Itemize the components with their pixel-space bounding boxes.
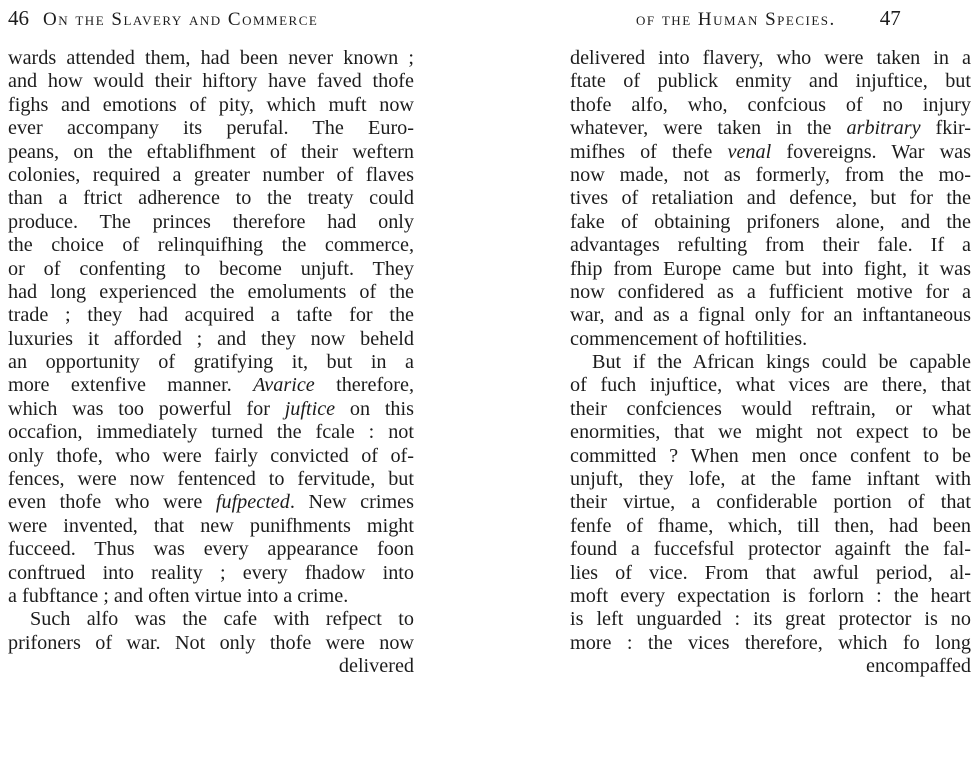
text-line: committed ? When men once confent to be <box>570 444 971 467</box>
text-line: unjuft, they lofe, at the fame inftant with <box>570 468 971 491</box>
line-text-post: on this <box>335 397 414 420</box>
text-line: war, and as a fignal only for an inftantaneous <box>570 304 971 327</box>
text-line: and how would their hiftory have faved thofe <box>8 70 414 93</box>
left-page <box>0 0 470 757</box>
text-line <box>8 374 414 397</box>
right-page <box>490 0 980 757</box>
left-page-number: 46 <box>8 6 29 30</box>
text-line: the choice of relinquifhing the commerce, <box>8 234 414 257</box>
text-line: had long experienced the emoluments of the <box>8 280 414 303</box>
text-line: their virtue, a confiderable portion of that <box>570 491 971 514</box>
text-line: commencement of hoftilities. <box>570 327 808 350</box>
italic-word: juftice <box>284 397 336 420</box>
text-line: occafion, immediately turned the fcale : not <box>8 421 414 444</box>
line-text-pre: whatever, were taken in the <box>570 117 847 140</box>
text-line: moft every expectation is forlorn : the heart <box>570 584 971 607</box>
line-text-pre: more extenfive manner. <box>8 374 254 397</box>
text-line: Such alfo was the cafe with refpect to <box>30 608 414 631</box>
text-line: an opportunity of gratifying it, but in a <box>8 351 414 374</box>
text-line: is left unguarded : its great protector is no <box>570 608 971 631</box>
text-line: their confciences would reftrain, or what <box>570 397 971 420</box>
text-line: wards attended them, had been never known ; <box>8 47 414 69</box>
text-line <box>8 398 414 421</box>
text-line: conftrued into reality ; every fhadow into <box>8 561 414 584</box>
text-line: ftate of publick enmity and injuftice, but <box>570 70 971 93</box>
text-line <box>8 491 414 514</box>
text-line: produce. The princes therefore had only <box>8 210 414 233</box>
text-line: a fubftance ; and often virtue into a crime. <box>8 584 349 607</box>
italic-word: venal <box>727 140 772 163</box>
right-page-header <box>636 6 901 31</box>
text-line: peans, on the eftablifhment of their weftern <box>8 140 414 163</box>
text-line: fighs and emotions of pity, which muft now <box>8 93 414 116</box>
text-line: luxuries it afforded ; and they now beheld <box>8 327 414 350</box>
text-line: But if the African kings could be capable <box>592 351 971 374</box>
catchword: encompaffed <box>866 655 971 678</box>
text-line: prifoners of war. Not only thofe were now <box>8 631 414 654</box>
text-line <box>570 141 971 164</box>
text-line: fences, were now fentenced to fervitude, but <box>8 468 414 491</box>
text-line: trade ; they had acquired a tafte for the <box>8 304 414 327</box>
catchword: delivered <box>338 655 414 678</box>
right-running-head: of the Human Species. <box>636 9 836 30</box>
italic-word: arbitrary <box>846 117 921 140</box>
text-line: of fuch injuftice, what vices are there, that <box>570 374 971 397</box>
italic-word: fufpected <box>215 491 290 514</box>
right-page-number: 47 <box>879 6 901 30</box>
text-line: fhip from Europe came but into fight, it was <box>570 257 971 280</box>
line-text-post: . New crimes <box>289 491 414 514</box>
text-line: than a ftrict adherence to the treaty could <box>8 187 414 210</box>
text-line: thofe alfo, who, confcious of no injury <box>570 93 971 116</box>
text-line: tives of retaliation and defence, but for the <box>570 187 971 210</box>
text-line: fenfe of fhame, which, till then, had been <box>570 514 971 537</box>
text-line: now made, not as formerly, from the mo- <box>570 163 971 186</box>
left-page-body <box>8 47 414 679</box>
text-line: more : the vices therefore, which fo long <box>570 631 971 654</box>
right-page-body <box>570 47 971 679</box>
text-line: found a fuccefsful protector againft the fal- <box>570 538 971 561</box>
left-page-header <box>8 6 318 31</box>
text-line: colonies, required a greater number of flaves <box>8 163 414 186</box>
line-text-pre: even thofe who were <box>8 491 216 514</box>
text-line: lies of vice. From that awful period, al- <box>570 561 971 584</box>
text-line <box>570 117 971 140</box>
text-line: ever accompany its perufal. The Euro- <box>8 117 414 140</box>
text-line: or of confenting to become unjuft. They <box>8 257 414 280</box>
left-running-head: On the Slavery and Commerce <box>43 9 319 30</box>
text-line: were invented, that new punifhments might <box>8 514 414 537</box>
line-text-pre: mifhes of thefe <box>570 140 728 163</box>
italic-word: Avarice <box>253 374 315 397</box>
text-line: now confidered as a fufficient motive for a <box>570 280 971 303</box>
text-line: delivered into flavery, who were taken in a <box>570 47 971 69</box>
line-text-post: therefore, <box>314 374 414 397</box>
text-line: fake of obtaining prifoners alone, and the <box>570 210 971 233</box>
text-line: enormities, that we might not expect to be <box>570 421 971 444</box>
text-line: advantages refulting from their fale. If a <box>570 234 971 257</box>
line-text-pre: which was too powerful for <box>8 397 285 420</box>
line-text-post: fovereigns. War was <box>771 140 972 163</box>
line-text-post: fkir- <box>920 117 971 140</box>
text-line: fucceed. Thus was every appearance foon <box>8 538 414 561</box>
text-line: only thofe, who were fairly convicted of of- <box>8 444 414 467</box>
